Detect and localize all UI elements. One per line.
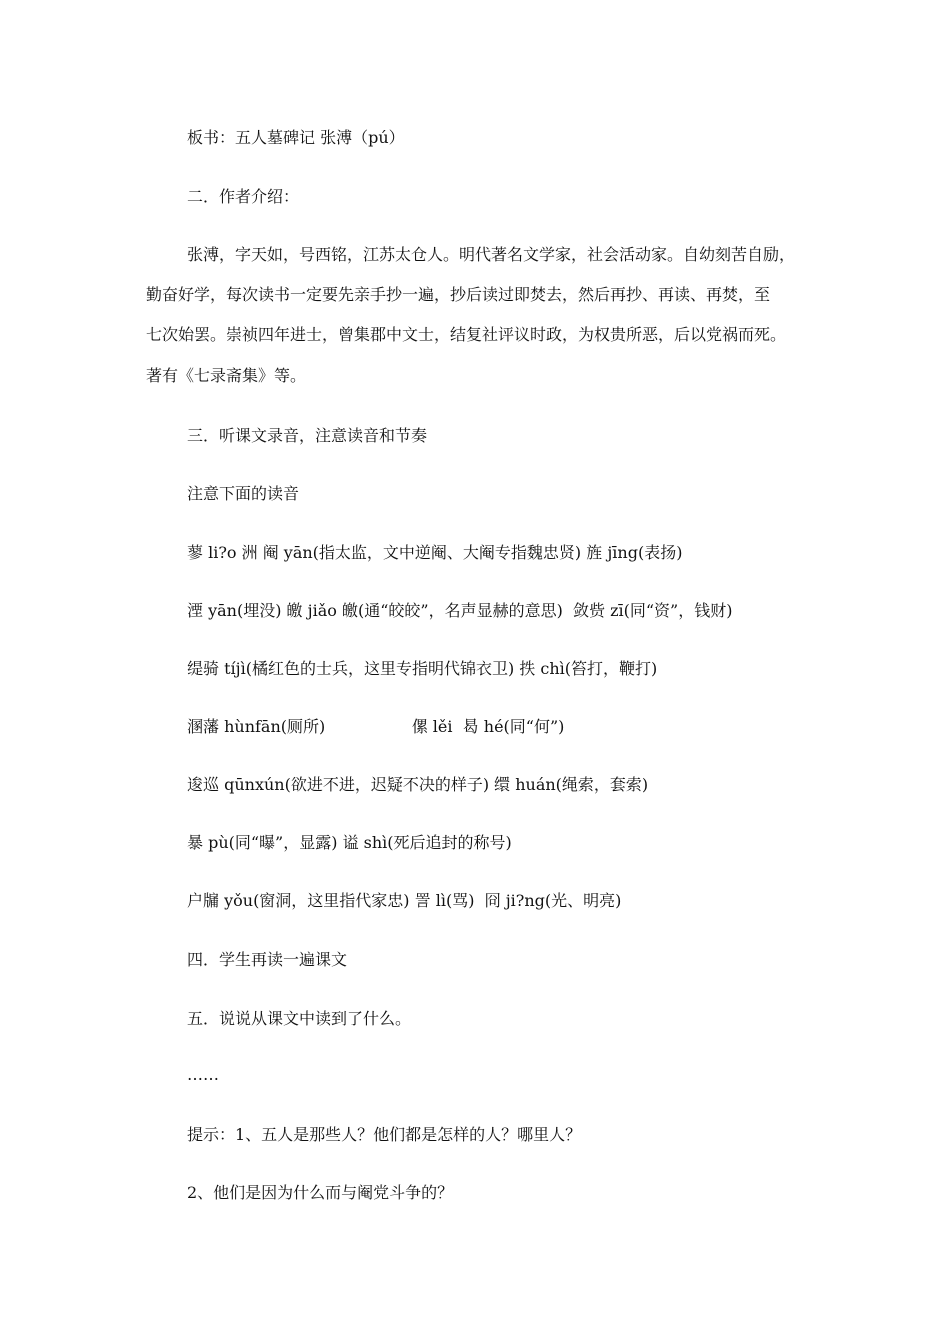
pronunciation-line-7: 户牖 yǒu(窗洞，这里指代家忠) 詈 lì(骂) 冏 ji?ng(光、明亮): [187, 891, 622, 910]
section-heading-author: 二．作者介绍：: [187, 187, 300, 206]
pronunciation-line-2: 湮 yān(埋没) 皦 jiǎo 皦(通“皎皎”，名声显赫的意思) 敛赀 zī(同“资”，钱财): [187, 601, 733, 620]
section-heading-listen: 三．听课文录音，注意读音和节奏: [187, 426, 428, 445]
ellipsis: ……: [187, 1065, 219, 1084]
pronunciation-line-6: 暴 pù(同“曝”，显露) 谥 shì(死后追封的称号): [187, 833, 512, 852]
section-heading-reread: 四．学生再读一遍课文: [187, 950, 348, 969]
hint-line-2: 2、他们是因为什么而与阉党斗争的？: [187, 1183, 454, 1202]
pronunciation-line-4: 溷藩 hùnfān(厕所) 傫 lěi 曷 hé(同“何”): [187, 717, 565, 736]
pronunciation-line-3: 缇骑 tíjì(橘红色的士兵，这里专指明代锦衣卫) 抶 chì(笞打，鞭打): [187, 659, 658, 678]
pronunciation-line-5: 逡巡 qūnxún(欲进不进，迟疑不决的样子) 缳 huán(绳索，套索): [187, 775, 649, 794]
author-paragraph-line-1: 张溥，字天如，号西铭，江苏太仓人。明代著名文学家，社会活动家。自幼刻苦自励，: [187, 245, 796, 264]
author-paragraph-line-2: 勤奋好学，每次读书一定要先亲手抄一遍，抄后读过即焚去，然后再抄、再读、再焚，至: [146, 285, 771, 304]
hint-line-1: 提示：1、五人是那些人？他们都是怎样的人？哪里人？: [187, 1125, 582, 1144]
pronunciation-line-1: 蓼 li?o 洲 阉 yān(指太监，文中逆阉、大阉专指魏忠贤) 旌 jīng(表扬): [187, 543, 683, 562]
author-paragraph-line-3: 七次始罢。崇祯四年进士，曾集郡中文士，结复社评议时政，为权贵所恶，后以党祸而死。: [146, 325, 787, 344]
pronunciation-intro: 注意下面的读音: [187, 484, 300, 503]
blackboard-title: 板书：五人墓碑记 张溥（pú）: [187, 128, 405, 147]
section-heading-discuss: 五．说说从课文中读到了什么。: [187, 1009, 412, 1028]
author-paragraph-line-4: 著有《七录斋集》等。: [146, 366, 307, 385]
